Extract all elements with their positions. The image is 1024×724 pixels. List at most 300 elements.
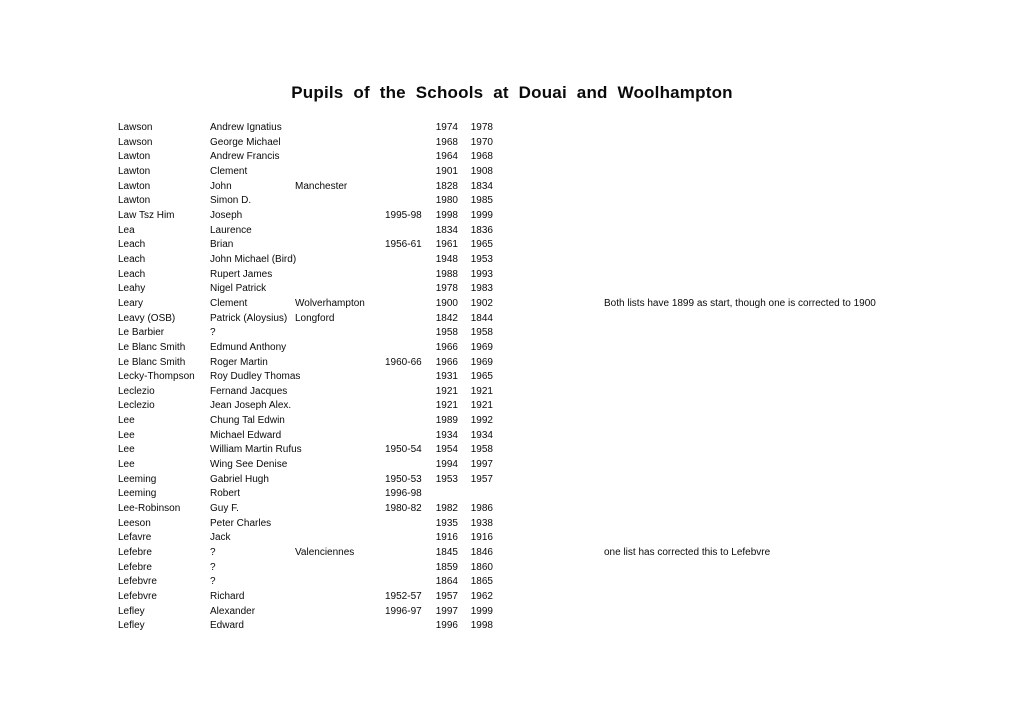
pupil-end-year: [458, 487, 493, 502]
pupil-forename: Robert: [210, 488, 241, 500]
pupil-note: [604, 443, 1024, 458]
pupil-place: [295, 619, 385, 634]
pupil-forename: Wing See Denise: [210, 459, 288, 471]
pupil-forename: Edward: [210, 620, 244, 632]
pupil-note: [604, 282, 1024, 297]
row-spacer: [493, 224, 604, 239]
pupil-end-year: 1958: [470, 327, 493, 339]
table-row: [118, 253, 1024, 268]
pupil-start-year: 1859: [435, 561, 458, 573]
row-spacer: [493, 326, 604, 341]
pupil-place: [295, 136, 385, 151]
pupil-note: Both lists have 1899 as start, though one is corrected to 1900: [604, 297, 876, 309]
pupil-start-year: 1845: [435, 547, 458, 559]
pupil-place: [295, 487, 385, 502]
pupil-surname: Leahy: [118, 283, 146, 295]
pupil-start-year: 1921: [435, 400, 458, 412]
pupil-place: [295, 253, 385, 268]
pupil-attendance-range: 1960-66: [385, 356, 422, 368]
row-spacer: [493, 531, 604, 546]
pupil-surname: Lawton: [118, 151, 151, 163]
pupil-note: [604, 502, 1024, 517]
pupil-attendance-range: [385, 561, 418, 576]
pupil-end-year: 1997: [470, 459, 493, 471]
pupil-attendance-range: 1950-54: [385, 444, 422, 456]
pupil-end-year: 1844: [470, 312, 493, 324]
pupil-attendance-range: [385, 399, 418, 414]
pupil-place: [295, 385, 385, 400]
pupil-surname: Le Blanc Smith: [118, 341, 186, 353]
pupil-forename: Michael Edward: [210, 429, 282, 441]
pupil-start-year: 1996: [435, 620, 458, 632]
pupil-place: [295, 517, 385, 532]
pupil-forename: Clement: [210, 165, 248, 177]
pupil-attendance-range: 1996-98: [385, 488, 422, 500]
pupil-forename: John Michael (Bird): [210, 253, 297, 265]
pupil-start-year: 1978: [435, 283, 458, 295]
pupil-attendance-range: 1952-57: [385, 591, 422, 602]
pupil-place: [295, 429, 385, 444]
pupil-forename: William Martin Rufus: [210, 444, 302, 456]
pupil-place: [295, 473, 385, 488]
pupil-note: [604, 619, 1024, 634]
pupil-attendance-range: 1956-61: [385, 239, 422, 251]
pupil-forename: Roger Martin: [210, 356, 268, 368]
pupil-place: [295, 531, 385, 546]
pupil-forename: ?: [210, 547, 216, 559]
pupil-end-year: 1834: [470, 180, 493, 192]
pupil-start-year: 1921: [435, 385, 458, 397]
row-spacer: [493, 150, 604, 165]
pupil-start-year: 1864: [435, 576, 458, 588]
pupil-note: [604, 399, 1024, 414]
table-row: [118, 268, 1024, 283]
table-row: [118, 561, 1024, 576]
pupil-place: [295, 341, 385, 356]
pupil-note: [604, 429, 1024, 444]
pupil-place: [295, 238, 385, 253]
pupil-start-year: 1974: [435, 122, 458, 133]
pupil-start-year: 1964: [435, 151, 458, 163]
pupil-surname: Leeming: [118, 473, 157, 485]
pupil-end-year: 1969: [470, 356, 493, 368]
pupil-attendance-range: [385, 385, 418, 400]
pupil-surname: Lawson: [118, 122, 153, 133]
pupil-forename: Joseph: [210, 209, 243, 221]
pupil-note: [604, 531, 1024, 546]
row-spacer: [493, 341, 604, 356]
table-row: [118, 473, 1024, 488]
pupil-place: [295, 443, 385, 458]
pupil-end-year: 1921: [470, 385, 493, 397]
pupil-surname: Leavy (OSB): [118, 312, 176, 324]
pupil-note: [604, 238, 1024, 253]
row-spacer: [493, 414, 604, 429]
table-row: [118, 429, 1024, 444]
pupil-place: [295, 458, 385, 473]
pupil-attendance-range: [385, 517, 418, 532]
pupil-note: one list has corrected this to Lefebvre: [604, 547, 771, 559]
pupil-note: [604, 487, 1024, 502]
pupil-place: [295, 224, 385, 239]
pupil-surname: Lawton: [118, 195, 151, 207]
table-row: [118, 546, 1024, 561]
pupil-note: [604, 356, 1024, 371]
pupil-note: [604, 458, 1024, 473]
pupil-start-year: 1968: [435, 136, 458, 148]
pupil-surname: Lee: [118, 415, 135, 427]
pupil-note: [604, 326, 1024, 341]
pupil-forename: Simon D.: [210, 195, 252, 207]
table-row: [118, 282, 1024, 297]
pupil-surname: Lea: [118, 224, 135, 236]
table-row: [118, 385, 1024, 400]
pupil-note: [604, 268, 1024, 283]
row-spacer: [493, 517, 604, 532]
pupil-end-year: 1999: [470, 209, 493, 221]
pupil-note: [604, 180, 1024, 195]
pupil-forename: ?: [210, 561, 216, 573]
row-spacer: [493, 487, 604, 502]
pupil-end-year: 1860: [470, 561, 493, 573]
row-spacer: [493, 502, 604, 517]
pupil-forename: Chung Tal Edwin: [210, 415, 285, 427]
pupil-end-year: 1965: [470, 239, 493, 251]
pupil-place: [295, 150, 385, 165]
pupil-surname: Le Barbier: [118, 327, 165, 339]
pupil-note: [604, 370, 1024, 385]
pupil-note: [604, 517, 1024, 532]
pupil-end-year: 1970: [470, 136, 493, 148]
pupil-note: [604, 385, 1024, 400]
pupil-attendance-range: [385, 458, 418, 473]
pupil-end-year: 1957: [470, 473, 493, 485]
pupil-attendance-range: [385, 165, 418, 180]
pupil-forename: Alexander: [210, 605, 256, 617]
pupil-attendance-range: 1980-82: [385, 503, 422, 515]
pupil-place: [295, 282, 385, 297]
table-row: [118, 180, 1024, 195]
pupil-attendance-range: [385, 282, 418, 297]
pupil-start-year: 1953: [435, 473, 458, 485]
pupil-surname: Lefley: [118, 620, 145, 632]
pupil-surname: Leach: [118, 253, 146, 265]
pupil-attendance-range: [385, 194, 418, 209]
pupil-surname: Lee: [118, 459, 135, 471]
table-row: [118, 590, 1024, 605]
page-title: Pupils of the Schools at Douai and Woolhampton: [291, 83, 733, 102]
row-spacer: [493, 180, 604, 195]
table-row: [118, 238, 1024, 253]
pupils-table: [118, 121, 1024, 634]
pupil-start-year: 1842: [435, 312, 458, 324]
pupil-forename: Guy F.: [210, 503, 239, 515]
pupil-forename: Fernand Jacques: [210, 385, 288, 397]
pupil-end-year: 1846: [470, 547, 493, 559]
pupil-surname: Leary: [118, 297, 144, 309]
table-row: [118, 517, 1024, 532]
table-row: [118, 487, 1024, 502]
pupil-place: [295, 605, 385, 620]
pupil-attendance-range: 1995-98: [385, 209, 422, 221]
pupil-end-year: 1836: [470, 224, 493, 236]
table-row: [118, 297, 1024, 312]
table-row: [118, 209, 1024, 224]
pupil-place: [295, 326, 385, 341]
pupil-surname: Lecky-Thompson: [118, 371, 195, 383]
pupil-note: [604, 121, 1024, 136]
pupil-note: [604, 194, 1024, 209]
pupil-surname: Leclezio: [118, 385, 155, 397]
pupil-surname: Law Tsz Him: [118, 209, 175, 221]
pupil-note: [604, 414, 1024, 429]
pupil-surname: Lefebre: [118, 547, 152, 559]
pupil-place: Wolverhampton: [295, 297, 365, 309]
pupil-note: [604, 575, 1024, 590]
pupil-attendance-range: [385, 312, 418, 327]
table-row: [118, 312, 1024, 327]
table-row: [118, 575, 1024, 590]
row-spacer: [493, 121, 604, 136]
pupil-forename: George Michael: [210, 136, 281, 148]
row-spacer: [493, 312, 604, 327]
pupil-note: [604, 136, 1024, 151]
pupil-surname: Lee: [118, 429, 135, 441]
pupil-surname: Leeson: [118, 517, 151, 529]
pupil-start-year: 1935: [435, 517, 458, 529]
pupil-surname: Lee: [118, 444, 135, 456]
pupil-start-year: 1982: [435, 503, 458, 515]
pupil-end-year: 1999: [470, 605, 493, 617]
pupil-surname: Le Blanc Smith: [118, 356, 186, 368]
pupil-attendance-range: [385, 429, 418, 444]
pupil-end-year: 1992: [470, 415, 493, 427]
pupil-forename: Richard: [210, 591, 245, 602]
pupil-place: [295, 370, 385, 385]
pupil-forename: ?: [210, 576, 216, 588]
pupil-place: [295, 209, 385, 224]
pupil-note: [604, 561, 1024, 576]
pupil-surname: Lefebvre: [118, 576, 157, 588]
pupil-end-year: 1962: [470, 591, 493, 602]
pupil-forename: Clement: [210, 297, 248, 309]
pupil-attendance-range: [385, 575, 418, 590]
pupil-attendance-range: [385, 341, 418, 356]
row-spacer: [493, 136, 604, 151]
row-spacer: [493, 297, 604, 312]
pupil-forename: Jean Joseph Alex.: [210, 400, 292, 412]
pupil-attendance-range: [385, 531, 418, 546]
pupil-start-year: 1958: [435, 327, 458, 339]
pupil-end-year: 1953: [470, 253, 493, 265]
pupil-surname: Leeming: [118, 488, 157, 500]
pupil-surname: Lawton: [118, 180, 151, 192]
table-row: [118, 165, 1024, 180]
pupil-attendance-range: [385, 224, 418, 239]
row-spacer: [493, 546, 604, 561]
row-spacer: [493, 194, 604, 209]
pupil-surname: Lawson: [118, 136, 153, 148]
pupil-note: [604, 209, 1024, 224]
pupil-end-year: 1998: [470, 620, 493, 632]
table-row: [118, 326, 1024, 341]
row-spacer: [493, 619, 604, 634]
pupil-surname: Lefebre: [118, 561, 152, 573]
pupil-start-year: 1961: [435, 239, 458, 251]
pupil-place: [295, 502, 385, 517]
pupil-surname: Leclezio: [118, 400, 155, 412]
pupil-surname: Leach: [118, 239, 146, 251]
pupil-place: [295, 121, 385, 136]
pupil-note: [604, 165, 1024, 180]
row-spacer: [493, 238, 604, 253]
pupil-start-year: 1998: [435, 209, 458, 221]
pupil-place: [295, 399, 385, 414]
pupil-start-year: 1997: [435, 605, 458, 617]
pupil-note: [604, 150, 1024, 165]
pupil-forename: Brian: [210, 239, 234, 251]
pupil-attendance-range: [385, 619, 418, 634]
pupil-attendance-range: [385, 136, 418, 151]
pupil-start-year: 1954: [435, 444, 458, 456]
pupil-attendance-range: [385, 326, 418, 341]
pupil-place: [295, 356, 385, 371]
row-spacer: [493, 165, 604, 180]
pupil-forename: ?: [210, 327, 216, 339]
row-spacer: [493, 605, 604, 620]
pupil-place: [295, 165, 385, 180]
pupil-start-year: 1966: [435, 341, 458, 353]
pupil-place: Longford: [295, 312, 335, 324]
pupil-forename: Rupert James: [210, 268, 273, 280]
row-spacer: [493, 590, 604, 605]
pupil-place: Valenciennes: [295, 547, 355, 559]
pupil-place: [295, 268, 385, 283]
pupil-note: [604, 590, 1024, 605]
pupil-note: [604, 341, 1024, 356]
pupil-attendance-range: [385, 180, 418, 195]
table-row: [118, 458, 1024, 473]
pupil-attendance-range: [385, 268, 418, 283]
pupil-attendance-range: [385, 253, 418, 268]
pupil-start-year: 1957: [435, 591, 458, 602]
row-spacer: [493, 443, 604, 458]
pupil-attendance-range: 1996-97: [385, 605, 422, 617]
table-row: [118, 399, 1024, 414]
pupil-place: Manchester: [295, 180, 348, 192]
pupil-start-year: 1980: [435, 195, 458, 207]
pupil-end-year: 1986: [470, 503, 493, 515]
pupil-start-year: 1948: [435, 253, 458, 265]
row-spacer: [493, 429, 604, 444]
pupil-forename: Andrew Ignatius: [210, 122, 282, 133]
row-spacer: [493, 209, 604, 224]
table-row: [118, 121, 1024, 136]
pupil-attendance-range: 1950-53: [385, 473, 422, 485]
table-row: [118, 224, 1024, 239]
pupil-end-year: 1993: [470, 268, 493, 280]
row-spacer: [493, 561, 604, 576]
pupil-forename: Gabriel Hugh: [210, 473, 269, 485]
pupil-note: [604, 605, 1024, 620]
pupil-start-year: [418, 487, 458, 502]
pupil-start-year: 1901: [435, 165, 458, 177]
pupil-start-year: 1966: [435, 356, 458, 368]
pupil-place: [295, 414, 385, 429]
pupil-start-year: 1916: [435, 532, 458, 544]
pupil-forename: John: [210, 180, 232, 192]
pupil-end-year: 1965: [470, 371, 493, 383]
pupil-attendance-range: [385, 546, 418, 561]
pupil-place: [295, 590, 385, 605]
pupil-start-year: 1994: [435, 459, 458, 471]
pupil-end-year: 1916: [470, 532, 493, 544]
pupil-attendance-range: [385, 150, 418, 165]
pupil-start-year: 1988: [435, 268, 458, 280]
table-row: [118, 150, 1024, 165]
table-row: [118, 370, 1024, 385]
pupil-end-year: 1985: [470, 195, 493, 207]
pupil-forename: Peter Charles: [210, 517, 272, 529]
pupil-forename: Edmund Anthony: [210, 341, 287, 353]
pupil-start-year: 1834: [435, 224, 458, 236]
row-spacer: [493, 399, 604, 414]
row-spacer: [493, 370, 604, 385]
pupil-start-year: 1934: [435, 429, 458, 441]
pupil-end-year: 1978: [470, 122, 493, 133]
pupil-forename: Patrick (Aloysius): [210, 312, 288, 324]
pupil-place: [295, 194, 385, 209]
pupil-end-year: 1934: [470, 429, 493, 441]
pupil-end-year: 1969: [470, 341, 493, 353]
pupil-start-year: 1828: [435, 180, 458, 192]
row-spacer: [493, 458, 604, 473]
row-spacer: [493, 268, 604, 283]
pupil-forename: Roy Dudley Thomas: [210, 371, 301, 383]
row-spacer: [493, 575, 604, 590]
row-spacer: [493, 253, 604, 268]
table-row: [118, 502, 1024, 517]
pupil-place: [295, 561, 385, 576]
pupil-surname: Leach: [118, 268, 146, 280]
row-spacer: [493, 385, 604, 400]
pupil-end-year: 1921: [470, 400, 493, 412]
pupil-end-year: 1958: [470, 444, 493, 456]
table-row: [118, 341, 1024, 356]
row-spacer: [493, 356, 604, 371]
pupil-start-year: 1900: [435, 297, 458, 309]
table-row: [118, 136, 1024, 151]
pupil-end-year: 1968: [470, 151, 493, 163]
pupil-surname: Lee-Robinson: [118, 503, 181, 515]
pupil-end-year: 1938: [470, 517, 493, 529]
pupil-end-year: 1902: [470, 297, 493, 309]
pupil-note: [604, 224, 1024, 239]
pupil-start-year: 1989: [435, 415, 458, 427]
pupil-note: [604, 473, 1024, 488]
pupil-surname: Lefley: [118, 605, 145, 617]
pupil-note: [604, 253, 1024, 268]
table-row: [118, 605, 1024, 620]
pupil-surname: Lefebvre: [118, 591, 157, 602]
pupil-surname: Lefavre: [118, 532, 152, 544]
pupil-forename: Nigel Patrick: [210, 283, 267, 295]
row-spacer: [493, 282, 604, 297]
pupil-forename: Laurence: [210, 224, 252, 236]
pupil-attendance-range: [385, 414, 418, 429]
pupil-start-year: 1931: [435, 371, 458, 383]
pupil-attendance-range: [385, 121, 418, 136]
